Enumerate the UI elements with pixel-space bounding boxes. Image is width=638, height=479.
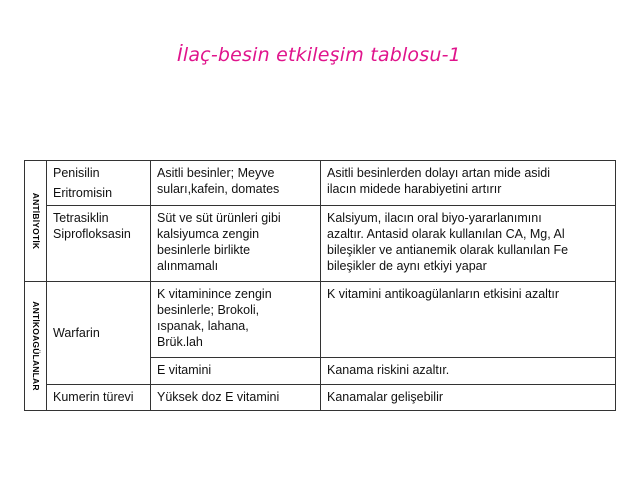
group-cell-anticoagulant: [25, 282, 47, 411]
food-text: alınmamalı: [157, 259, 219, 273]
table-row: [25, 282, 616, 358]
table-row: [25, 385, 616, 411]
group-cell-antibiotic: [25, 161, 47, 282]
food-cell: [151, 161, 321, 206]
drug-cell: [47, 385, 151, 411]
food-text: besinlerle; Brokoli,: [157, 303, 260, 317]
food-cell: [151, 282, 321, 358]
effect-text: K vitamini antikoagülanların etkisini azaltır: [327, 287, 560, 301]
food-text: besinlerle birlikte: [157, 243, 251, 257]
food-text: Süt ve süt ürünleri gibi: [157, 211, 281, 225]
table-row: [25, 161, 616, 206]
food-text: E vitamini: [157, 363, 212, 377]
drug-cell: [47, 161, 151, 206]
drug-name: Eritromisin: [53, 186, 113, 200]
food-cell: [151, 206, 321, 282]
effect-text: azaltır. Antasid olarak kullanılan CA, Mg, Al: [327, 227, 565, 241]
drug-food-interaction-table: [24, 160, 616, 411]
effect-cell: [321, 358, 616, 385]
food-text: ıspanak, lahana,: [157, 319, 249, 333]
drug-name: Tetrasiklin: [53, 211, 109, 225]
group-label-antibiotic: ANTİBİYOTİK: [30, 192, 41, 250]
drug-cell: [47, 282, 151, 385]
drug-cell: [47, 206, 151, 282]
effect-cell: [321, 161, 616, 206]
page-title: İlaç-besin etkileşim tablosu-1: [177, 44, 461, 66]
food-text: Yüksek doz E vitamini: [157, 390, 280, 404]
drug-name: Kumerin türevi: [53, 390, 134, 404]
group-label-anticoagulant: ANTİKOAGÜLANLAR: [30, 301, 41, 391]
food-cell: [151, 385, 321, 411]
effect-text: Asitli besinlerden dolayı artan mide asidi: [327, 166, 551, 180]
effect-cell: [321, 385, 616, 411]
effect-text: Kalsiyum, ilacın oral biyo-yararlanımını: [327, 211, 542, 225]
drug-name: Warfarin: [53, 326, 100, 340]
effect-text: bileşikler ve antianemik olarak kullanılan Fe: [327, 243, 569, 257]
table-row: [25, 206, 616, 282]
effect-cell: [321, 282, 616, 358]
food-text: K vitaminince zengin: [157, 287, 272, 301]
food-text: kalsiyumca zengin: [157, 227, 260, 241]
food-cell: [151, 358, 321, 385]
effect-cell: [321, 206, 616, 282]
food-text: suları,kafein, domates: [157, 182, 280, 196]
food-text: Asitli besinler; Meyve: [157, 166, 275, 180]
food-text: Brük.lah: [157, 335, 203, 349]
effect-text: ilacın midede harabiyetini artırır: [327, 182, 502, 196]
drug-name: Siprofloksasin: [53, 227, 131, 241]
effect-text: Kanama riskini azaltır.: [327, 363, 450, 377]
effect-text: Kanamalar gelişebilir: [327, 390, 444, 404]
effect-text: bileşikler de aynı etkiyi yapar: [327, 259, 487, 273]
drug-name: Penisilin: [53, 166, 100, 180]
